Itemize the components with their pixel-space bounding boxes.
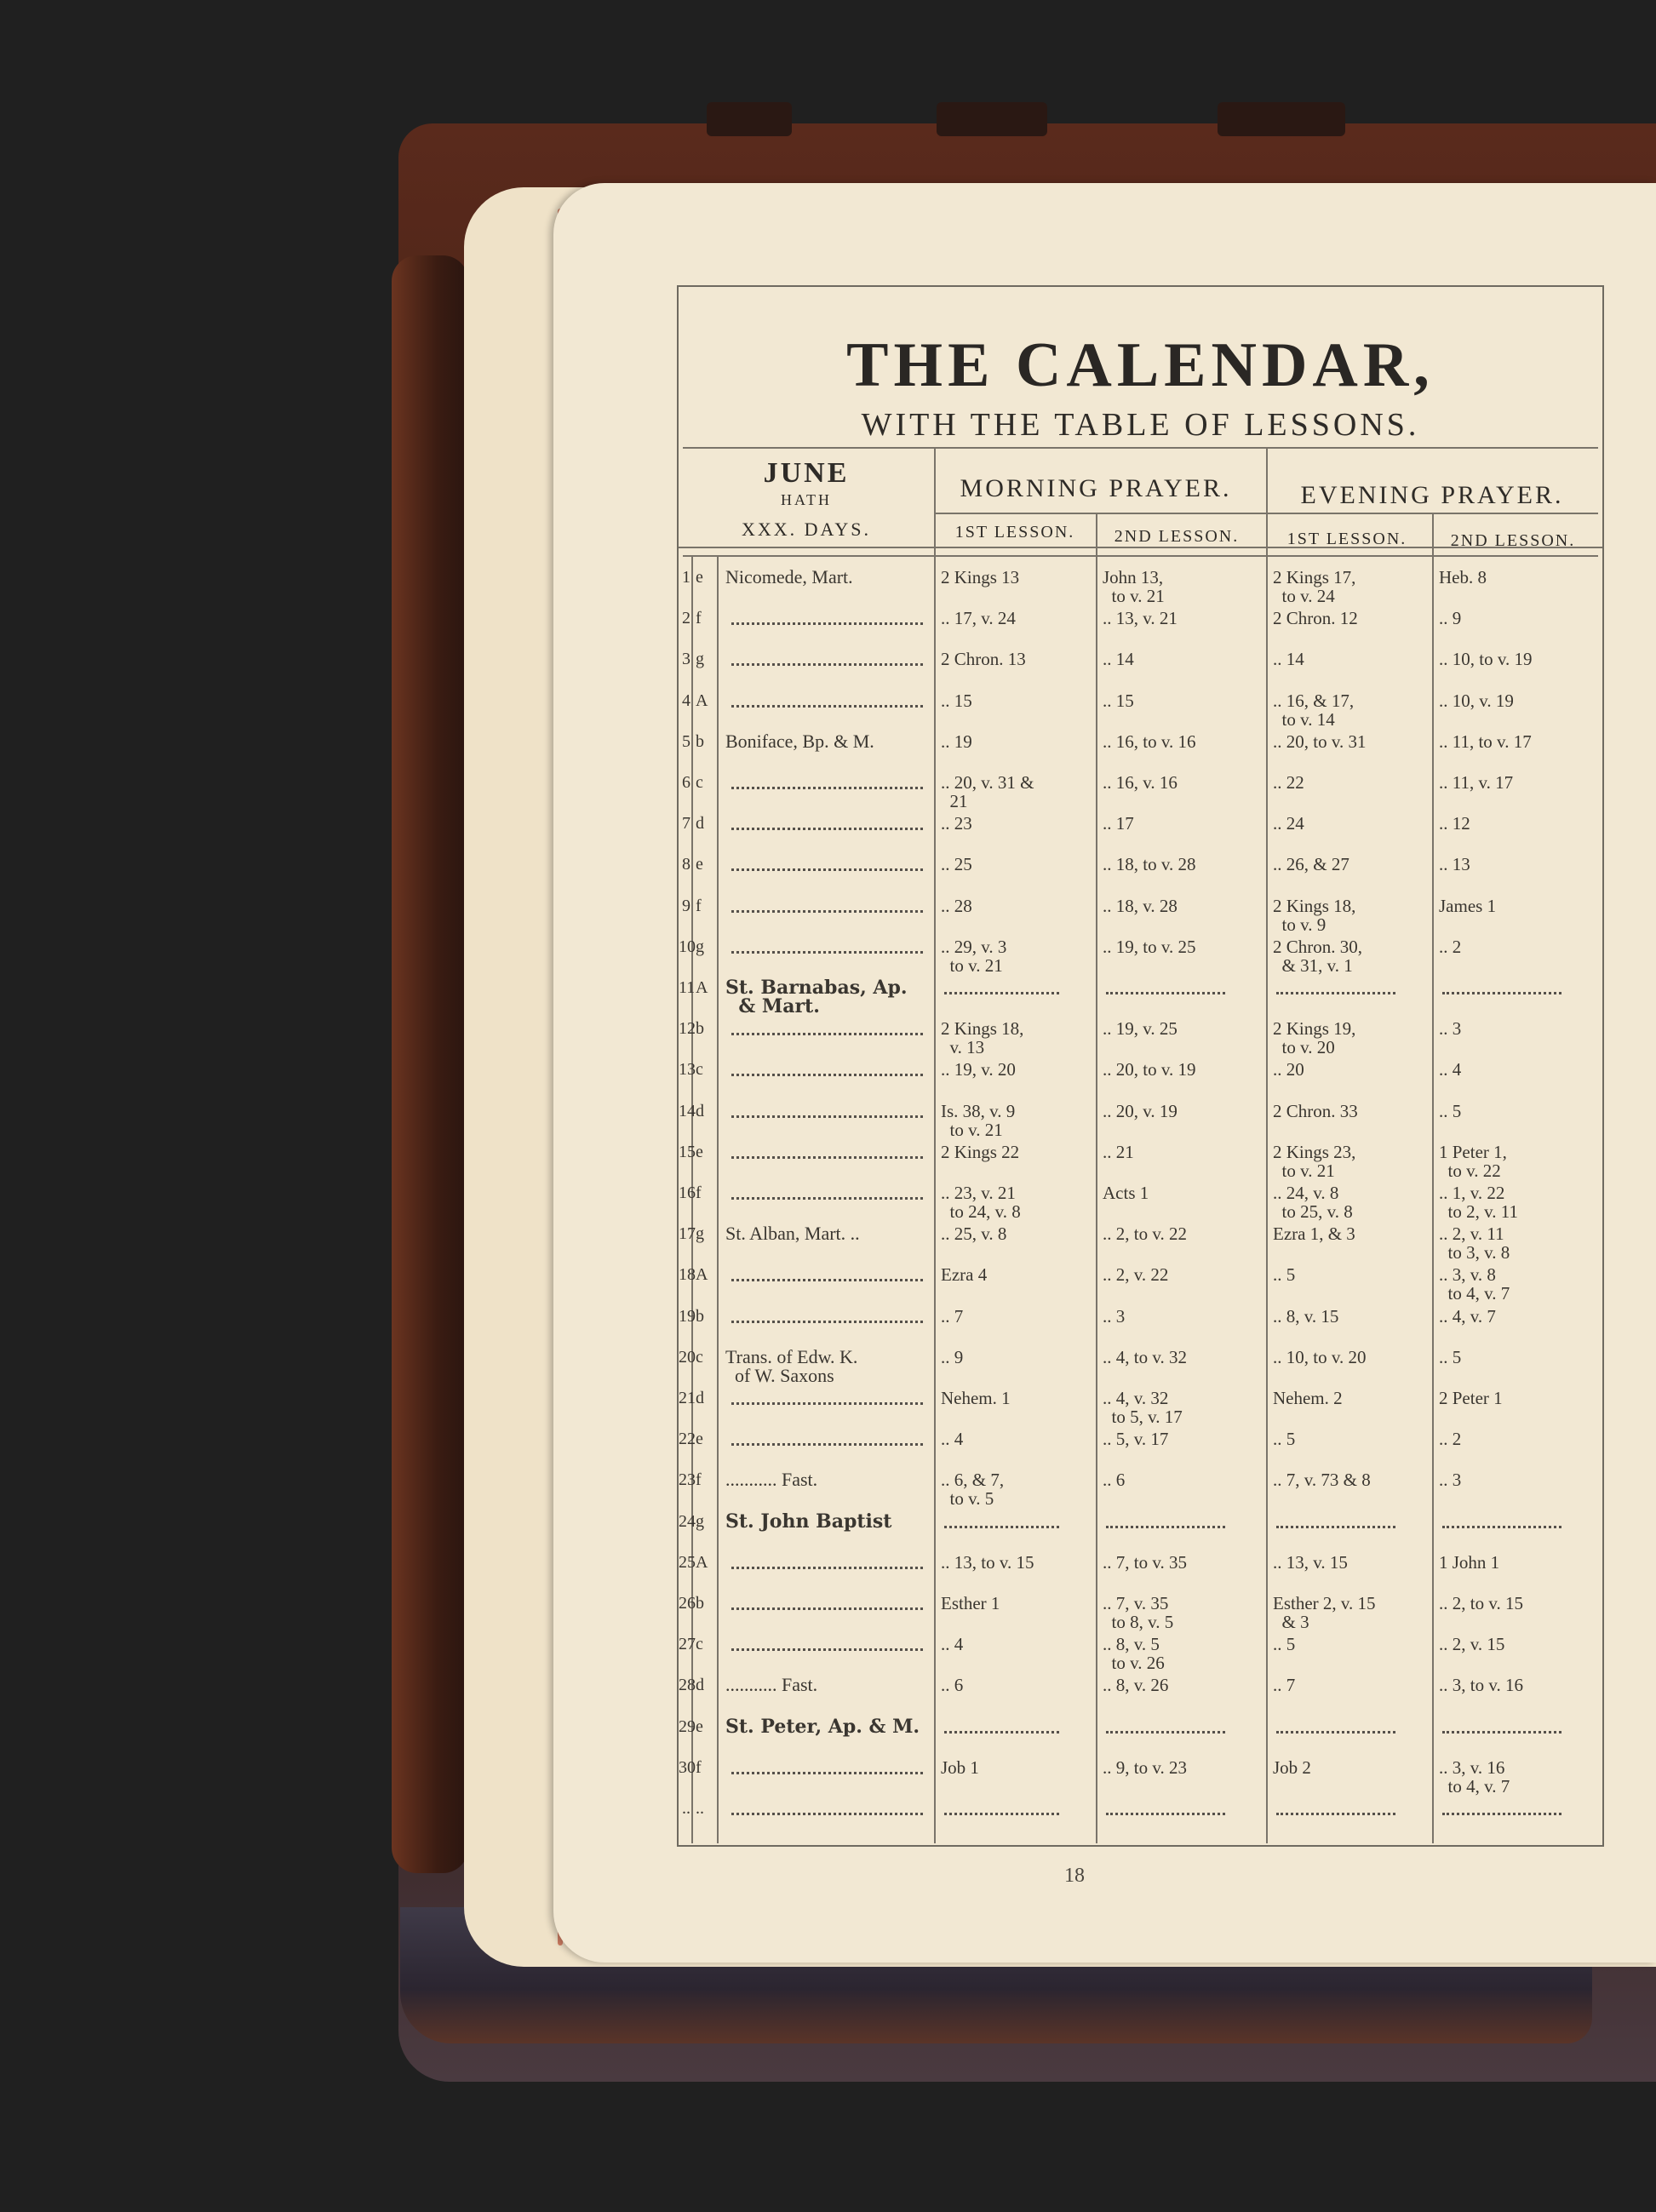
leader-dots <box>1442 1813 1561 1815</box>
evening-second-lesson-heading: 2ND LESSON. <box>1450 531 1576 550</box>
leader-dots <box>1276 992 1395 994</box>
column-rule <box>1266 447 1268 1843</box>
leader-dots <box>731 1402 923 1405</box>
lesson-e1: Esther 2, v. 15 & 3 <box>1273 1593 1376 1632</box>
dominical-letter: A <box>696 691 708 710</box>
day-number: 25 <box>679 1552 696 1572</box>
lesson-e2: .. 2 <box>1439 936 1462 957</box>
lesson-e1: .. 5 <box>1273 1264 1296 1286</box>
feast-day-name: St. John Baptist <box>725 1510 892 1533</box>
commemoration-name: ........... Fast. <box>725 1469 818 1491</box>
day-number: 21 <box>679 1389 696 1407</box>
commemoration-name: Nicomede, Mart. <box>725 566 853 587</box>
lesson-e2: .. 3 <box>1439 1018 1462 1040</box>
lesson-e1: .. 7 <box>1273 1675 1296 1696</box>
leader-dots <box>731 1074 923 1076</box>
leader-dots <box>1276 1731 1395 1733</box>
leader-dots <box>944 992 1059 994</box>
lesson-m2: .. 19, to v. 25 <box>1103 936 1196 957</box>
lesson-e2: .. 11, v. 17 <box>1439 772 1514 793</box>
lesson-m2: .. 9, to v. 23 <box>1103 1756 1187 1778</box>
lesson-e1: Ezra 1, & 3 <box>1273 1223 1355 1245</box>
leader-dots <box>1276 1813 1395 1815</box>
leader-dots <box>731 951 923 954</box>
lesson-m1: .. 25, v. 8 <box>941 1223 1007 1245</box>
lesson-m2: .. 8, v. 5 to v. 26 <box>1103 1634 1165 1674</box>
day-number: 27 <box>679 1635 696 1654</box>
lesson-m2: .. 20, to v. 19 <box>1103 1059 1196 1080</box>
lesson-e1: .. 8, v. 15 <box>1273 1305 1339 1327</box>
leader-dots <box>731 1197 923 1200</box>
lesson-e1: .. 10, to v. 20 <box>1273 1346 1367 1367</box>
leader-dots <box>731 622 923 625</box>
lesson-m1: .. 15 <box>941 690 972 711</box>
day-number: 18 <box>679 1265 696 1285</box>
lesson-e1: Nehem. 2 <box>1273 1388 1343 1408</box>
lesson-e2: .. 3, to v. 16 <box>1439 1675 1523 1696</box>
day-number: 9 <box>682 896 690 915</box>
commemoration-name: Boniface, Bp. & M. <box>725 730 874 752</box>
lesson-m2: .. 2, to v. 22 <box>1103 1223 1187 1245</box>
header-rule <box>683 555 1598 557</box>
dominical-letter: d <box>696 814 704 834</box>
dominical-letter: b <box>696 1019 704 1039</box>
day-number: .. <box>682 1799 690 1818</box>
day-number: 8 <box>682 855 690 874</box>
dominical-letter: g <box>696 937 704 956</box>
feast-day-name: St. Barnabas, Ap. & Mart. <box>725 977 908 1017</box>
lesson-e2: .. 10, to v. 19 <box>1439 649 1533 670</box>
commemoration-name: ........... Fast. <box>725 1674 818 1696</box>
lesson-m2: .. 13, v. 21 <box>1103 608 1178 629</box>
lesson-m1: .. 25 <box>941 854 972 875</box>
page-number: 18 <box>1064 1865 1085 1887</box>
day-number: 13 <box>679 1060 696 1080</box>
day-number: 6 <box>682 773 690 792</box>
day-number: 1 <box>682 568 690 587</box>
dominical-letter: c <box>696 1635 703 1654</box>
leader-dots <box>944 1526 1059 1528</box>
lesson-m1: .. 23, v. 21 to 24, v. 8 <box>941 1183 1021 1222</box>
lesson-e2: .. 4 <box>1439 1059 1462 1080</box>
letter-column-rule <box>717 555 719 1843</box>
calendar-frame <box>677 285 1604 1847</box>
thumb-tab <box>937 102 1047 136</box>
lesson-e2: Heb. 8 <box>1439 567 1487 587</box>
lesson-m1: .. 4 <box>941 1429 964 1450</box>
day-number: 12 <box>679 1019 696 1039</box>
lesson-e1: 2 Kings 19, to v. 20 <box>1273 1018 1356 1058</box>
lesson-m2: .. 18, v. 28 <box>1103 895 1178 916</box>
lesson-e2: .. 5 <box>1439 1100 1462 1121</box>
lesson-e2: James 1 <box>1439 895 1497 916</box>
day-number: 11 <box>679 978 696 997</box>
dominical-letter: c <box>696 773 703 792</box>
lesson-e1: 2 Chron. 30, & 31, v. 1 <box>1273 936 1362 976</box>
book-spine <box>392 255 468 1873</box>
lesson-m2: .. 8, v. 26 <box>1103 1675 1169 1696</box>
leader-dots <box>731 705 923 708</box>
lesson-m1: .. 9 <box>941 1346 964 1367</box>
dominical-letter: .. <box>696 1799 704 1818</box>
lesson-m1: .. 19 <box>941 731 972 752</box>
day-number: 17 <box>679 1224 696 1244</box>
dominical-letter: A <box>696 1552 708 1572</box>
lesson-m2: .. 16, to v. 16 <box>1103 731 1196 752</box>
lesson-m2: John 13, to v. 21 <box>1103 567 1165 606</box>
leader-dots <box>731 1813 923 1815</box>
lesson-e2: .. 3, v. 8 to 4, v. 7 <box>1439 1264 1510 1304</box>
lesson-m1: .. 20, v. 31 & 21 <box>941 772 1034 811</box>
leader-dots <box>731 1567 923 1569</box>
lesson-m1: 2 Kings 13 <box>941 567 1020 587</box>
lesson-e2: .. 4, v. 7 <box>1439 1305 1496 1327</box>
column-rule <box>1432 513 1434 1843</box>
day-number: 29 <box>679 1716 696 1736</box>
day-number: 2 <box>682 609 690 628</box>
dominical-letter: g <box>696 650 704 669</box>
lesson-e2: .. 3 <box>1439 1470 1462 1491</box>
dominical-letter: b <box>696 731 704 751</box>
lesson-m2: .. 5, v. 17 <box>1103 1429 1169 1450</box>
dominical-letter: e <box>696 568 703 587</box>
leader-dots <box>731 1648 923 1651</box>
lesson-m2: .. 21 <box>1103 1141 1134 1162</box>
lesson-e1: .. 20 <box>1273 1059 1304 1080</box>
lesson-e2: .. 5 <box>1439 1346 1462 1367</box>
lesson-e2: .. 1, v. 22 to 2, v. 11 <box>1439 1183 1518 1222</box>
lesson-e2: .. 9 <box>1439 608 1462 629</box>
lesson-e1: 2 Kings 18, to v. 9 <box>1273 895 1356 935</box>
page-title: THE CALENDAR, <box>846 330 1435 400</box>
lesson-e2: .. 13 <box>1439 854 1470 875</box>
lesson-m1: .. 29, v. 3 to v. 21 <box>941 936 1007 976</box>
dominical-letter: g <box>696 1224 704 1244</box>
lesson-m2: .. 17 <box>1103 813 1134 834</box>
lesson-m2: .. 20, v. 19 <box>1103 1100 1178 1121</box>
lesson-m1: 2 Kings 22 <box>941 1141 1020 1162</box>
lesson-e2: 1 John 1 <box>1439 1551 1500 1573</box>
day-number: 5 <box>682 731 690 751</box>
lesson-m2: .. 4, v. 32 to 5, v. 17 <box>1103 1388 1183 1427</box>
feast-day-name: St. Peter, Ap. & M. <box>725 1715 920 1738</box>
lesson-m2: .. 7, v. 35 to 8, v. 5 <box>1103 1593 1174 1632</box>
day-number: 26 <box>679 1594 696 1613</box>
lesson-m1: .. 28 <box>941 895 972 916</box>
day-number: 30 <box>679 1757 696 1777</box>
leader-dots <box>731 910 923 913</box>
dominical-letter: f <box>696 1470 702 1490</box>
dominical-letter: A <box>696 978 708 997</box>
lesson-m1: Job 1 <box>941 1756 979 1778</box>
day-number: 14 <box>679 1101 696 1120</box>
lesson-m1: .. 7 <box>941 1305 964 1327</box>
leader-dots <box>731 1279 923 1281</box>
lesson-e1: 2 Chron. 33 <box>1273 1100 1358 1121</box>
day-number: 7 <box>682 814 690 834</box>
thumb-tab <box>707 102 792 136</box>
column-rule <box>934 447 936 1843</box>
leader-dots <box>731 1115 923 1118</box>
lesson-e1: .. 13, v. 15 <box>1273 1551 1348 1573</box>
day-number: 15 <box>679 1142 696 1161</box>
hath-label: HATH <box>781 491 832 508</box>
days-label: XXX. DAYS. <box>741 519 872 540</box>
header-rule <box>683 447 1598 449</box>
lesson-e1: .. 14 <box>1273 649 1304 670</box>
lesson-m2: .. 6 <box>1103 1470 1126 1491</box>
lesson-e1: 2 Kings 23, to v. 21 <box>1273 1141 1356 1181</box>
evening-prayer-heading: EVENING PRAYER. <box>1300 481 1564 509</box>
leader-dots <box>731 828 923 830</box>
dominical-letter: f <box>696 609 702 628</box>
lesson-m1: .. 19, v. 20 <box>941 1059 1016 1080</box>
lesson-e2: .. 11, to v. 17 <box>1439 731 1532 752</box>
lesson-e2: .. 2 <box>1439 1429 1462 1450</box>
lesson-e2: .. 12 <box>1439 813 1470 834</box>
lesson-m1: Esther 1 <box>941 1593 1000 1613</box>
lesson-e1: .. 5 <box>1273 1634 1296 1655</box>
day-number: 4 <box>682 691 690 710</box>
lesson-m1: Nehem. 1 <box>941 1388 1011 1408</box>
lesson-m2: .. 4, to v. 32 <box>1103 1346 1187 1367</box>
dominical-letter: c <box>696 1347 703 1367</box>
lesson-m1: .. 6, & 7, to v. 5 <box>941 1470 1005 1510</box>
commemoration-name: Trans. of Edw. K. of W. Saxons <box>725 1345 858 1386</box>
lesson-m1: .. 17, v. 24 <box>941 608 1016 629</box>
lesson-m1: Ezra 4 <box>941 1264 988 1286</box>
page-subtitle: WITH THE TABLE OF LESSONS. <box>861 407 1420 443</box>
dominical-letter: e <box>696 1430 703 1449</box>
leader-dots <box>731 868 923 871</box>
leader-dots <box>731 787 923 789</box>
morning-prayer-heading: MORNING PRAYER. <box>960 474 1232 502</box>
lesson-m1: .. 13, to v. 15 <box>941 1551 1034 1573</box>
dominical-letter: b <box>696 1306 704 1326</box>
dominical-letter: b <box>696 1594 704 1613</box>
lesson-e2: .. 3, v. 16 to 4, v. 7 <box>1439 1756 1510 1797</box>
day-number: 28 <box>679 1676 696 1695</box>
dominical-letter: d <box>696 1101 704 1120</box>
lesson-m1: .. 4 <box>941 1634 964 1655</box>
month-heading: JUNE <box>763 457 850 489</box>
lesson-e1: .. 20, to v. 31 <box>1273 731 1367 752</box>
lesson-m1: Is. 38, v. 9 to v. 21 <box>941 1100 1016 1140</box>
dominical-letter: d <box>696 1676 704 1695</box>
leader-dots <box>1442 1731 1561 1733</box>
lesson-m2: .. 18, to v. 28 <box>1103 854 1196 875</box>
lesson-m2: .. 19, v. 25 <box>1103 1018 1178 1040</box>
lesson-e1: .. 22 <box>1273 772 1304 793</box>
morning-second-lesson-heading: 2ND LESSON. <box>1114 527 1240 546</box>
lesson-m1: .. 6 <box>941 1675 964 1696</box>
lesson-e1: .. 16, & 17, to v. 14 <box>1273 690 1355 730</box>
lesson-e1: Job 2 <box>1273 1756 1311 1778</box>
day-number: 16 <box>679 1183 696 1202</box>
day-number: 22 <box>679 1430 696 1449</box>
dominical-letter: A <box>696 1265 708 1285</box>
leader-dots <box>731 1443 923 1446</box>
leader-dots <box>731 1607 923 1610</box>
lesson-e2: .. 2, to v. 15 <box>1439 1593 1523 1613</box>
lesson-e2: .. 10, v. 19 <box>1439 690 1514 711</box>
day-number: 23 <box>679 1470 696 1490</box>
lesson-m2: .. 16, v. 16 <box>1103 772 1178 793</box>
evening-first-lesson-heading: 1ST LESSON. <box>1286 530 1407 548</box>
leader-dots <box>731 1772 923 1774</box>
lesson-m2: Acts 1 <box>1103 1183 1149 1203</box>
lesson-e1: .. 24 <box>1273 813 1304 834</box>
lesson-e1: .. 5 <box>1273 1429 1296 1450</box>
day-number: 3 <box>682 650 690 669</box>
leader-dots <box>944 1731 1059 1733</box>
leader-dots <box>944 1813 1059 1815</box>
leader-dots <box>1106 1731 1225 1733</box>
column-rule <box>1096 513 1097 1843</box>
dominical-letter: e <box>696 1716 703 1736</box>
thumb-tab <box>1218 102 1345 136</box>
lesson-e1: .. 24, v. 8 to 25, v. 8 <box>1273 1183 1353 1222</box>
leader-dots <box>731 1033 923 1035</box>
leader-dots <box>1442 1526 1561 1528</box>
lesson-e1: .. 26, & 27 <box>1273 854 1349 875</box>
lesson-m1: .. 23 <box>941 813 972 834</box>
lesson-e2: .. 2, v. 11 to 3, v. 8 <box>1439 1223 1510 1264</box>
leader-dots <box>1106 1813 1225 1815</box>
dominical-letter: e <box>696 855 703 874</box>
dominical-letter: f <box>696 896 702 915</box>
leader-dots <box>1106 1526 1225 1528</box>
lesson-m2: .. 2, v. 22 <box>1103 1264 1169 1286</box>
dominical-letter: f <box>696 1757 702 1777</box>
lesson-e2: 1 Peter 1, to v. 22 <box>1439 1141 1507 1181</box>
lesson-e2: 2 Peter 1 <box>1439 1388 1503 1408</box>
commemoration-name: St. Alban, Mart. .. <box>725 1223 860 1245</box>
dominical-letter: g <box>696 1511 704 1531</box>
day-number: 24 <box>679 1511 696 1531</box>
day-number: 19 <box>679 1306 696 1326</box>
lesson-m2: .. 14 <box>1103 649 1134 670</box>
leader-dots <box>731 1156 923 1159</box>
lesson-e1: .. 7, v. 73 & 8 <box>1273 1470 1371 1491</box>
lesson-e1: 2 Chron. 12 <box>1273 608 1358 629</box>
dominical-letter: c <box>696 1060 703 1080</box>
lesson-e2: .. 2, v. 15 <box>1439 1634 1505 1655</box>
dominical-letter: f <box>696 1183 702 1202</box>
dominical-letter: d <box>696 1389 704 1407</box>
lesson-m2: .. 7, to v. 35 <box>1103 1551 1187 1573</box>
leader-dots <box>1442 992 1561 994</box>
day-number: 20 <box>679 1347 696 1367</box>
dominical-letter: e <box>696 1142 703 1161</box>
leader-dots <box>1276 1526 1395 1528</box>
lesson-e1: 2 Kings 17, to v. 24 <box>1273 567 1356 606</box>
morning-first-lesson-heading: 1ST LESSON. <box>954 523 1075 542</box>
day-number: 10 <box>679 937 696 956</box>
lesson-m2: .. 3 <box>1103 1305 1126 1327</box>
lesson-m1: 2 Kings 18, v. 13 <box>941 1018 1024 1058</box>
leader-dots <box>731 663 923 666</box>
leader-dots <box>1106 992 1225 994</box>
lesson-m1: 2 Chron. 13 <box>941 649 1026 670</box>
lesson-m2: .. 15 <box>1103 690 1134 711</box>
leader-dots <box>731 1321 923 1323</box>
